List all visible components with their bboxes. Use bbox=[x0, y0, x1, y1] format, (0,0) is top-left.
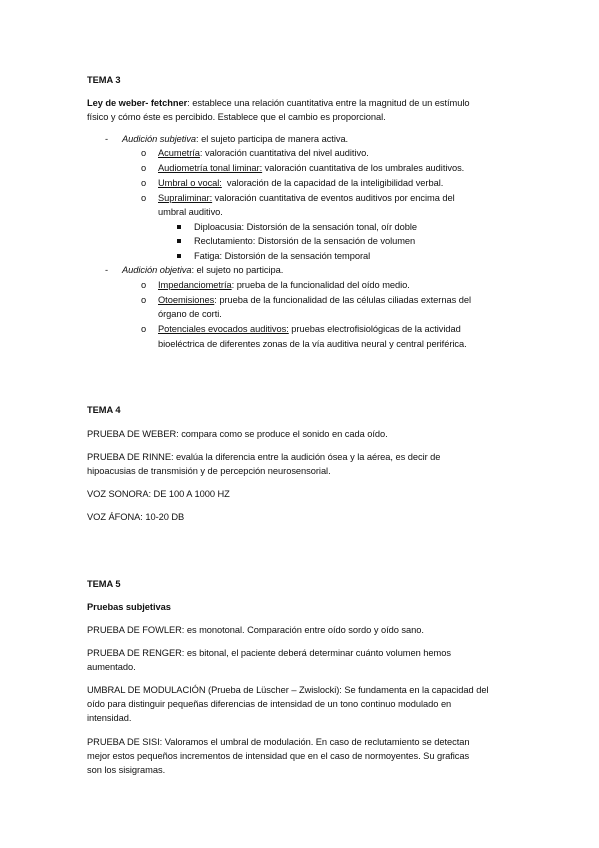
prueba-sisi-line3: son los sisigramas. bbox=[87, 765, 166, 775]
dash-bullet: - bbox=[105, 134, 109, 144]
square-bullet bbox=[177, 225, 181, 229]
prueba-fowler-paragraph: PRUEBA DE FOWLER: es monotonal. Comparación entre oído sordo y oído sano. bbox=[87, 625, 424, 635]
circle-bullet: o bbox=[141, 324, 147, 334]
acumetria-label: Acumetría bbox=[158, 148, 200, 158]
audicion-objetiva-label: Audición objetiva bbox=[122, 265, 192, 275]
umbral-modulacion-line1: UMBRAL DE MODULACIÓN (Prueba de Lüscher – Zwislocki): Se fundamenta en la capacidad del bbox=[87, 685, 489, 695]
list-item-potenciales bbox=[158, 323, 461, 335]
circle-bullet: o bbox=[141, 295, 147, 305]
subitem-diploacusia: Diploacusia: Distorsión de la sensación tonal, oír doble bbox=[194, 222, 418, 232]
list-item-acumetria bbox=[158, 147, 369, 159]
square-bullet bbox=[177, 239, 181, 243]
dash-bullet: - bbox=[105, 265, 109, 275]
ley-weber-definition: : establece una relación cuantitativa entre la magnitud de un estímulo bbox=[187, 98, 470, 108]
circle-bullet: o bbox=[141, 178, 147, 188]
audiometria-text: valoración cuantitativa de los umbrales auditivos. bbox=[262, 163, 465, 173]
prueba-weber-paragraph: PRUEBA DE WEBER: compara como se produce el sonido en cada oído. bbox=[87, 429, 388, 439]
ley-weber-term: Ley de weber- fetchner bbox=[87, 98, 188, 108]
potenciales-text: pruebas electrofisiológicas de la actividad bbox=[288, 324, 461, 334]
prueba-rinne-line2: hipoacusias de transmisión y de percepción neurosensorial. bbox=[87, 466, 331, 476]
supraliminar-label: Supraliminar: bbox=[158, 193, 213, 203]
circle-bullet: o bbox=[141, 280, 147, 290]
audicion-objetiva-item bbox=[122, 264, 283, 276]
circle-bullet: o bbox=[141, 148, 147, 158]
list-item-supraliminar bbox=[158, 192, 455, 204]
potenciales-text-line2: bioeléctrica de diferentes zonas de la vía auditiva neural y central periférica. bbox=[158, 339, 467, 349]
voz-afona-paragraph: VOZ ÁFONA: 10-20 DB bbox=[87, 512, 185, 522]
audicion-subjetiva-item bbox=[122, 133, 348, 145]
umbral-vocal-label: Umbral o vocal: bbox=[158, 178, 222, 188]
prueba-sisi-line2: mejor estos pequeños incrementos de intensidad que en el caso de normoyentes. Su graficas bbox=[87, 751, 470, 761]
square-bullet bbox=[177, 254, 181, 258]
acumetria-text: : valoración cuantitativa del nivel auditivo. bbox=[199, 148, 369, 158]
audicion-subjetiva-text: : el sujeto participa de manera activa. bbox=[196, 134, 349, 144]
impedanciometria-text: : prueba de la funcionalidad del oído medio. bbox=[231, 280, 410, 290]
supraliminar-text-line2: umbral auditivo. bbox=[158, 207, 223, 217]
subitem-reclutamiento: Reclutamiento: Distorsión de la sensación de volumen bbox=[194, 236, 416, 246]
umbral-modulacion-line3: intensidad. bbox=[87, 713, 132, 723]
audicion-subjetiva-label: Audición subjetiva bbox=[122, 134, 197, 144]
list-item-audiometria bbox=[158, 162, 464, 174]
pruebas-subjetivas-subheading: Pruebas subjetivas bbox=[87, 602, 171, 612]
voz-sonora-paragraph: VOZ SONORA: DE 100 A 1000 HZ bbox=[87, 489, 230, 499]
tema3-intro-line2: físico y cómo éste es percibido. Establece que el cambio es proporcional. bbox=[87, 112, 386, 122]
otoemisiones-text-line2: órgano de corti. bbox=[158, 309, 222, 319]
umbral-vocal-text: valoración de la capacidad de la inteligibilidad verbal. bbox=[221, 178, 444, 188]
prueba-renger-line1: PRUEBA DE RENGER: es bitonal, el paciente deberá determinar cuánto volumen hemos bbox=[87, 648, 451, 658]
list-item-umbral-vocal bbox=[158, 177, 443, 189]
potenciales-label: Potenciales evocados auditivos: bbox=[158, 324, 289, 334]
prueba-renger-line2: aumentado. bbox=[87, 662, 136, 672]
tema5-heading: TEMA 5 bbox=[87, 579, 121, 589]
list-item-otoemisiones bbox=[158, 294, 471, 306]
impedanciometria-label: Impedanciometría bbox=[158, 280, 232, 290]
subitem-fatiga: Fatiga: Distorsión de la sensación temporal bbox=[194, 251, 371, 261]
circle-bullet: o bbox=[141, 193, 147, 203]
tema4-heading: TEMA 4 bbox=[87, 405, 121, 415]
audiometria-label: Audiometría tonal liminar: bbox=[158, 163, 263, 173]
prueba-rinne-line1: PRUEBA DE RINNE: evalúa la diferencia entre la audición ósea y la aérea, es decir de bbox=[87, 452, 441, 462]
list-item-impedanciometria bbox=[158, 279, 410, 291]
tema3-intro-line1 bbox=[87, 97, 469, 109]
circle-bullet: o bbox=[141, 163, 147, 173]
prueba-sisi-line1: PRUEBA DE SISI: Valoramos el umbral de modulación. En caso de reclutamiento se detectan bbox=[87, 737, 470, 747]
otoemisiones-label: Otoemisiones bbox=[158, 295, 215, 305]
supraliminar-text: valoración cuantitativa de eventos auditivos por encima del bbox=[212, 193, 455, 203]
audicion-objetiva-text: : el sujeto no participa. bbox=[191, 265, 284, 275]
tema3-heading: TEMA 3 bbox=[87, 75, 121, 85]
otoemisiones-text: : prueba de la funcionalidad de las células ciliadas externas del bbox=[214, 295, 471, 305]
umbral-modulacion-line2: oído para distinguir pequeñas diferencias de intensidad de un tono continuo modulado en bbox=[87, 699, 452, 709]
